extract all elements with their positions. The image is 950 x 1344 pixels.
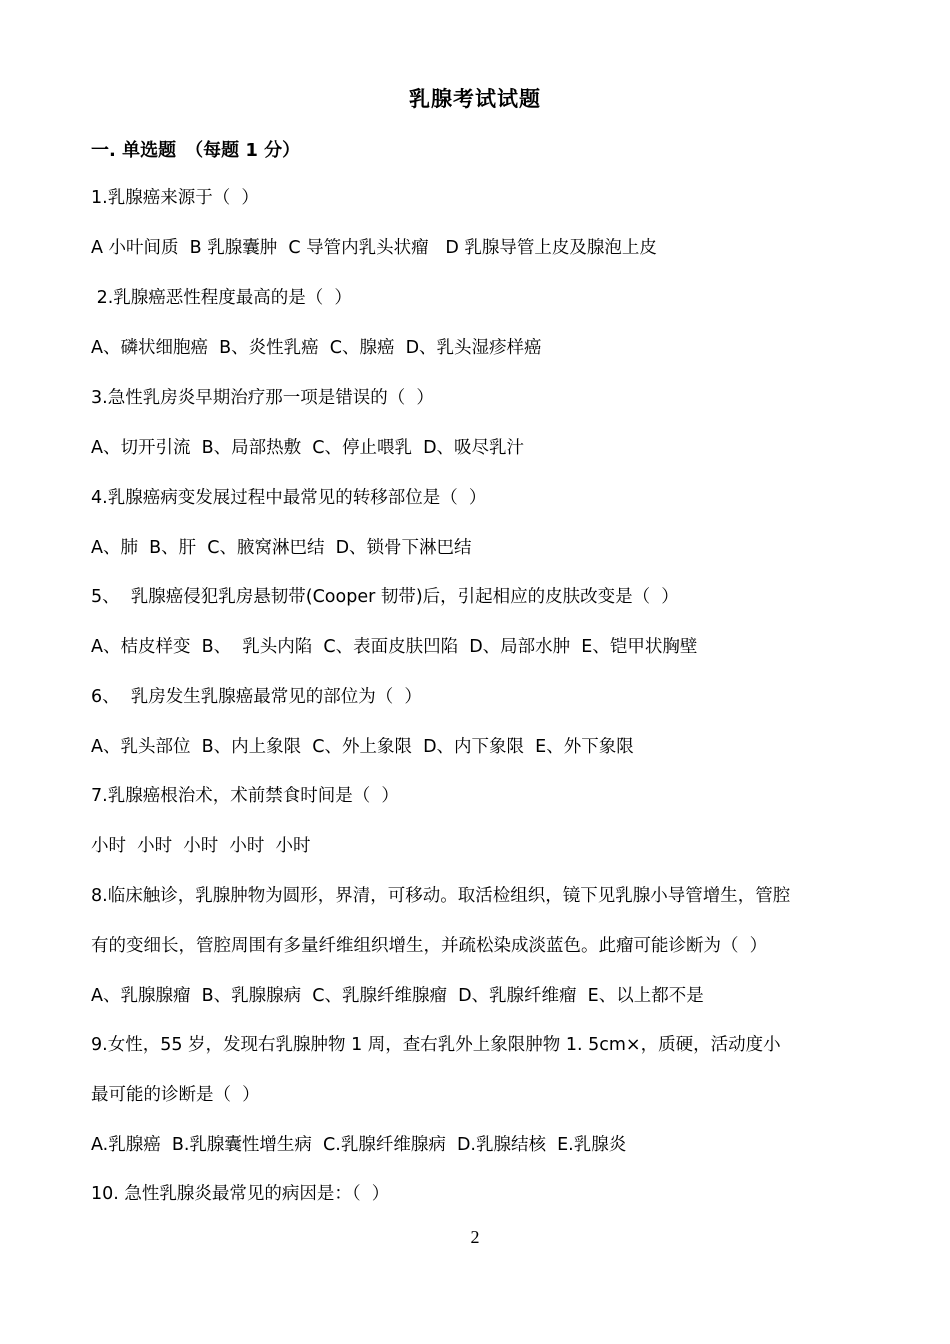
page-number: 2 — [470, 1227, 480, 1247]
page-title: 乳腺考试试题 — [409, 87, 541, 111]
question-7: 7.乳腺癌根治术，术前禁食时间是（ ） — [91, 786, 399, 806]
question-4: 4.乳腺癌病变发展过程中最常见的转移部位是（ ） — [91, 488, 487, 508]
question-9-options: A.乳腺癌 B.乳腺囊性增生病 C.乳腺纤维腺病 D.乳腺结核 E.乳腺炎 — [91, 1135, 627, 1155]
section-heading: 一. 单选题 （每题 1 分） — [91, 140, 301, 161]
question-8-options: A、乳腺腺瘤 B、乳腺腺病 C、乳腺纤维腺瘤 D、乳腺纤维瘤 E、以上都不是 — [91, 986, 704, 1006]
question-1-options: A 小叶间质 B 乳腺囊肿 C 导管内乳头状瘤 D 乳腺导管上皮及腺泡上皮 — [91, 238, 657, 258]
question-8-line-1: 8.临床触诊，乳腺肿物为圆形，界清，可移动。取活检组织，镜下见乳腺小导管增生，管腔 — [91, 886, 791, 906]
question-7-options: 小时 小时 小时 小时 小时 — [91, 836, 311, 856]
question-6-options: A、乳头部位 B、内上象限 C、外上象限 D、内下象限 E、外下象限 — [91, 737, 634, 757]
question-3: 3.急性乳房炎早期治疗那一项是错误的（ ） — [91, 388, 434, 408]
question-6: 6、 乳房发生乳腺癌最常见的部位为（ ） — [91, 687, 422, 707]
question-3-options: A、切开引流 B、局部热敷 C、停止喂乳 D、吸尽乳汁 — [91, 438, 525, 458]
question-4-options: A、肺 B、肝 C、腋窝淋巴结 D、锁骨下淋巴结 — [91, 538, 472, 558]
question-2: 2.乳腺癌恶性程度最高的是（ ） — [91, 288, 352, 308]
question-9-line-2: 最可能的诊断是（ ） — [91, 1085, 260, 1105]
question-1: 1.乳腺癌来源于（ ） — [91, 188, 259, 208]
question-5: 5、 乳腺癌侵犯乳房悬韧带(Cooper 韧带)后，引起相应的皮肤改变是（ ） — [91, 587, 679, 607]
question-9-line-1: 9.女性，55 岁，发现右乳腺肿物 1 周，查右乳外上象限肿物 1. 5cm×，质硬，活动度小 — [91, 1035, 781, 1055]
question-5-options: A、桔皮样变 B、 乳头内陷 C、表面皮肤凹陷 D、局部水肿 E、铠甲状胸壁 — [91, 637, 698, 657]
question-10: 10. 急性乳腺炎最常见的病因是：（ ） — [91, 1184, 390, 1204]
question-8-line-2: 有的变细长，管腔周围有多量纤维组织增生，并疏松染成淡蓝色。此瘤可能诊断为（ ） — [91, 936, 768, 956]
question-2-options: A、磷状细胞癌 B、炎性乳癌 C、腺癌 D、乳头湿疹样癌 — [91, 338, 542, 358]
